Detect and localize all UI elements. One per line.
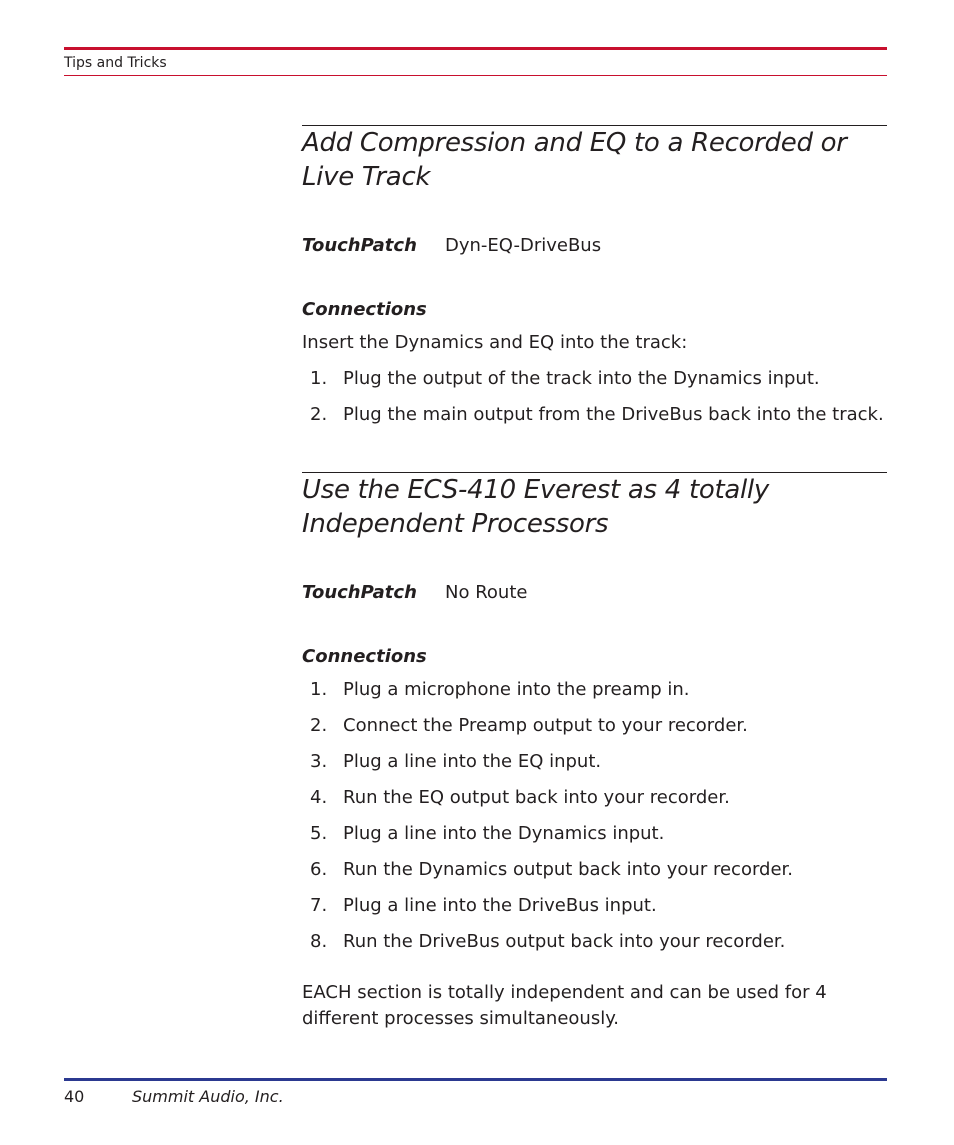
list-item bbox=[302, 367, 887, 403]
publisher-name: Summit Audio, Inc. bbox=[132, 1087, 284, 1106]
step-text: Run the DriveBus output back into your recorder. bbox=[343, 931, 786, 952]
connections-label: Connections bbox=[302, 299, 427, 320]
closing-paragraph: EACH section is totally independent and can be used for 4 different processes simultaneously. bbox=[302, 982, 827, 1029]
running-head: Tips and Tricks bbox=[64, 55, 167, 71]
list-item bbox=[302, 822, 887, 858]
page-number: 40 bbox=[64, 1087, 85, 1106]
touchpatch-label: TouchPatch bbox=[302, 582, 417, 603]
page-header bbox=[64, 47, 887, 76]
step-text: Plug a line into the EQ input. bbox=[343, 751, 602, 772]
touchpatch-value: No Route bbox=[445, 582, 528, 603]
section-title: Use the ECS-410 Everest as 4 totally Independent Processors bbox=[302, 475, 769, 539]
footer-rule bbox=[64, 1078, 887, 1081]
header-rule-bottom bbox=[64, 75, 887, 76]
list-item bbox=[302, 714, 887, 750]
page-footer bbox=[64, 1078, 887, 1107]
steps-list bbox=[302, 678, 887, 966]
step-number: 8. bbox=[310, 931, 328, 952]
section-title: Add Compression and EQ to a Recorded or Live Track bbox=[302, 128, 847, 192]
step-text: Plug a line into the Dynamics input. bbox=[343, 823, 665, 844]
step-text: Run the EQ output back into your recorder. bbox=[343, 787, 730, 808]
section-independent-processors bbox=[302, 472, 887, 1032]
step-text: Plug the output of the track into the Dynamics input. bbox=[343, 368, 820, 389]
step-text: Plug the main output from the DriveBus back into the track. bbox=[343, 404, 884, 425]
touchpatch-row bbox=[302, 234, 887, 258]
step-number: 6. bbox=[310, 859, 328, 880]
touchpatch-value: Dyn-EQ-DriveBus bbox=[445, 235, 602, 256]
touchpatch-row bbox=[302, 581, 887, 605]
list-item bbox=[302, 678, 887, 714]
touchpatch-label: TouchPatch bbox=[302, 235, 417, 256]
list-item bbox=[302, 930, 887, 966]
step-number: 1. bbox=[310, 679, 328, 700]
step-number: 3. bbox=[310, 751, 328, 772]
connections-label: Connections bbox=[302, 646, 427, 667]
step-text: Run the Dynamics output back into your recorder. bbox=[343, 859, 794, 880]
step-number: 2. bbox=[310, 404, 328, 425]
list-item bbox=[302, 858, 887, 894]
list-item bbox=[302, 403, 887, 439]
footer-text bbox=[64, 1087, 887, 1107]
step-number: 1. bbox=[310, 368, 328, 389]
step-text: Plug a microphone into the preamp in. bbox=[343, 679, 690, 700]
header-rule-top bbox=[64, 47, 887, 50]
step-number: 7. bbox=[310, 895, 328, 916]
step-text: Plug a line into the DriveBus input. bbox=[343, 895, 657, 916]
step-number: 4. bbox=[310, 787, 328, 808]
section-compression-eq bbox=[302, 125, 887, 439]
list-item bbox=[302, 786, 887, 822]
connections-intro: Insert the Dynamics and EQ into the track: bbox=[302, 332, 688, 353]
step-text: Connect the Preamp output to your recorder. bbox=[343, 715, 748, 736]
list-item bbox=[302, 894, 887, 930]
step-number: 5. bbox=[310, 823, 328, 844]
step-number: 2. bbox=[310, 715, 328, 736]
steps-list bbox=[302, 367, 887, 439]
list-item bbox=[302, 750, 887, 786]
